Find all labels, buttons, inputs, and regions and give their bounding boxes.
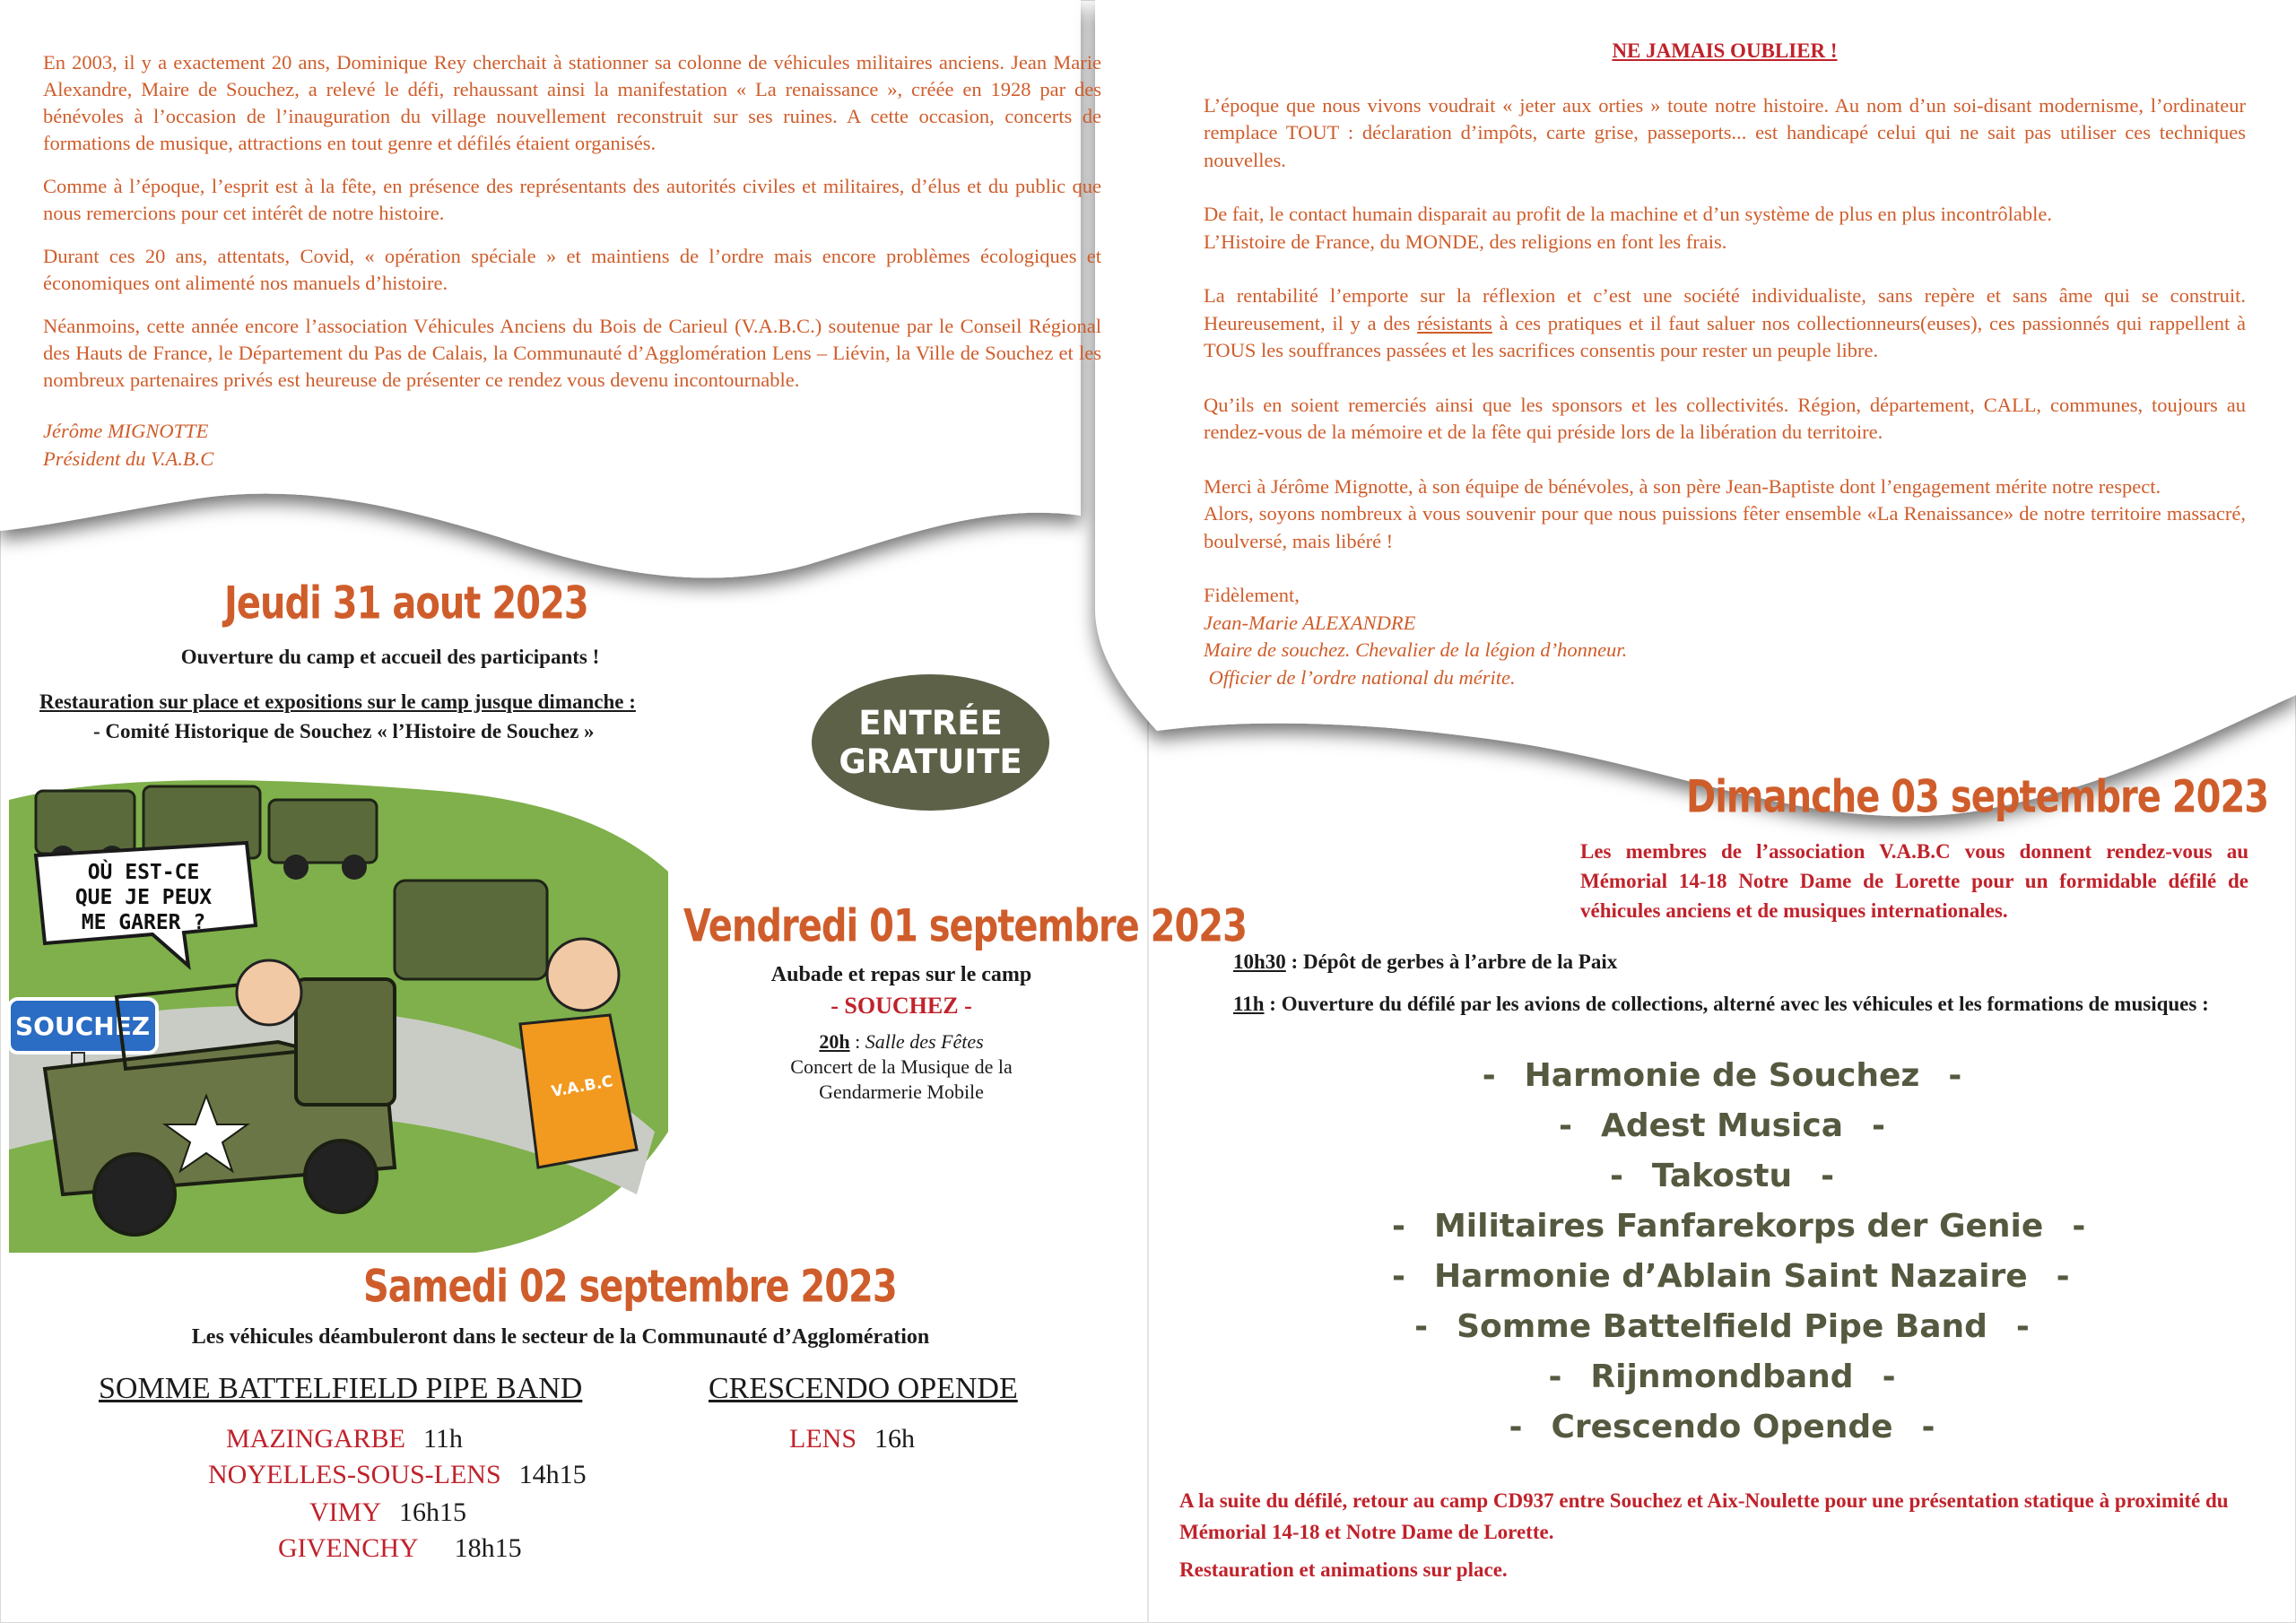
left-intro (43, 49, 1101, 473)
right-paragraph: L’époque que nous vivons voudrait « jeter aux orties » toute notre histoire. Au nom d’un soi-disant modernisme, l’ordinateur remplace TOUT : déclaration d’impôts, carte grise, passeports... est handicapé celui qui ne sait pas utiliser ces techniques nouvelles. (1204, 93, 2246, 171)
stop-town: VIMY (309, 1497, 381, 1527)
friday-line1: Aubade et repas sur le camp (770, 963, 1032, 986)
friday-concert1: Concert de la Musique de la (790, 1055, 1013, 1078)
left-signature (43, 417, 1101, 473)
stop-hour: 18h15 (454, 1533, 522, 1563)
right-paragraph: Alors, soyons nombreux à vous souvenir pour que nous puissions fêter ensemble «La Renaissance» de notre territoire massacré, boulversé, mais libéré ! (1204, 502, 2246, 552)
stop-row (208, 1460, 587, 1490)
thursday-line1: Ouverture du camp et accueil des participants ! (180, 646, 600, 668)
band-item: - Crescendo Opende - (1509, 1409, 1935, 1445)
stop-row (226, 1424, 463, 1454)
friday-title: Vendredi 01 septembre 2023 (683, 900, 1247, 952)
badge-line2: GRATUITE (839, 742, 1022, 781)
vest-man-head (547, 939, 619, 1011)
thursday-line3: - Comité Historique de Souchez « l’Histoire de Souchez » (93, 720, 595, 742)
cartoon-illustration (9, 773, 668, 1253)
stop-hour: 11h (423, 1424, 463, 1454)
stop-hour: 14h15 (518, 1460, 587, 1489)
right-paragraph: De fait, le contact humain disparait au profit de la machine et d’un système de plus en plus incontrôlable. (1204, 203, 2052, 225)
band-item: - Harmonie d’Ablain Saint Nazaire - (1392, 1258, 2070, 1295)
stop-row (789, 1424, 915, 1454)
intro-paragraph: Durant ces 20 ans, attentats, Covid, « opération spéciale » et maintiens de l’ordre mais encore problèmes écologiques et économiques ont alimenté nos manuels d’histoire. (43, 245, 1101, 294)
signature-name: Jérôme MIGNOTTE (43, 420, 209, 442)
bubble-line3: ME GARER ? (81, 911, 206, 934)
underlined-word: résistants (1417, 311, 1492, 334)
stop-town: NOYELLES-SOUS-LENS (208, 1460, 501, 1489)
stop-row (309, 1497, 466, 1528)
intro-paragraph: Néanmoins, cette année encore l’association Véhicules Anciens du Bois de Carieul (V.A.B.C.) soutenue par le Conseil Régional des Hauts de France, le Département du Pas de Calais, la Communauté d’Agglomération Lens – Liévin, la Ville de Souchez et les nombreux partenaires privés est heureuse de présenter ce rendez vous devenu incontournable. (43, 315, 1101, 391)
sign-text: SOUCHEZ (14, 1011, 151, 1041)
stop-row (278, 1533, 522, 1564)
sunday-band-list (1363, 1051, 2086, 1453)
sunday-outro2: Restauration et animations sur place. (1179, 1558, 1508, 1581)
stop-town: GIVENCHY (278, 1533, 419, 1563)
right-signature-2: Maire de souchez. Chevalier de la légion d’honneur. (1204, 638, 1628, 661)
intro-paragraph: En 2003, il y a exactement 20 ans, Dominique Rey cherchait à stationner sa colonne de véhicules militaires anciens. Jean Marie Alexandre, Maire de Souchez, a relevé le défi, rehaussant ainsi la manifestation « La renaissance », créée en 1928 par des bénévoles à l’occasion de l’inauguration du village nouvellement reconstruit sur ses ruines. A cette occasion, concerts de formations de musique, attractions en tout genre et défilés étaient organisés. (43, 51, 1101, 154)
sunday-outro1: A la suite du défilé, retour au camp CD937 entre Souchez et Aix-Noulette pour une présentation statique à proximité du Mémorial 14-18 et Notre Dame de Lorette. (1179, 1489, 2229, 1543)
sunday-title: Dimanche 03 septembre 2023 (1686, 771, 2269, 823)
friday-time-line: 20h : Salle des Fêtes (819, 1030, 984, 1053)
band-item: - Adest Musica - (1559, 1107, 1885, 1144)
saturday-band1: SOMME BATTELFIELD PIPE BAND (99, 1372, 583, 1405)
band-item: - Militaires Fanfarekorps der Genie - (1392, 1208, 2086, 1245)
stop-town: LENS (789, 1424, 857, 1454)
saturday-band2: CRESCENDO OPENDE (709, 1372, 1018, 1405)
sunday-intro: Les membres de l’association V.A.B.C vous donnent rendez-vous au Mémorial 14-18 Notre Dame de Lorette pour un formidable défilé de véhicules anciens et de musiques internationales. (1580, 840, 2248, 922)
friday-concert2: Gendarmerie Mobile (819, 1081, 984, 1103)
right-paragraph: Merci à Jérôme Mignotte, à son équipe de bénévoles, à son père Jean-Baptiste dont l’engagement mérite notre respect. (1204, 474, 2161, 498)
bubble-line2: QUE JE PEUX (74, 886, 213, 909)
bubble-line1: OÙ EST-CE (87, 861, 200, 884)
right-paragraph: Qu’ils en soient remerciés ainsi que les sponsors et les collectivités. Région, département, CALL, communes, toujours au rendez-vous de la mémoire et de la fête qui préside lors de la libération du territoire. (1204, 393, 2246, 443)
right-paragraph: La rentabilité l’emporte sur la réflexion et c’est une société individualiste, sans repère et sans âme qui se construit. Heureusement, il y a des résistants à ces pratiques et il faut saluer nos collectionneurs(euses), ces passionnés qui rappellent à TOUS les souffrances passées et les sacrifices consentis pour rester un peuple libre. (1204, 284, 2246, 361)
stop-hour: 16h15 (399, 1497, 466, 1527)
saturday-line1: Les véhicules déambuleront dans le secteur de la Communauté d’Agglomération (191, 1325, 930, 1349)
thursday-line2: Restauration sur place et expositions sur le camp jusque dimanche : (39, 690, 636, 713)
sunday-time1: 10h30 : Dépôt de gerbes à l’arbre de la Paix (1233, 950, 1618, 973)
right-signature-1: Jean-Marie ALEXANDRE (1204, 611, 1416, 634)
sunday-time2: 11h : Ouverture du défilé par les avions de collections, alterné avec les véhicules et les formations de musiques : (1233, 993, 2209, 1015)
saturday-title: Samedi 02 septembre 2023 (363, 1261, 897, 1313)
band-item: - Rijnmondband - (1548, 1358, 1896, 1395)
right-signature-3: Officier de l’ordre national du mérite. (1204, 665, 1516, 689)
driver-head (237, 960, 301, 1025)
right-intro (1204, 38, 2246, 691)
right-intro-title: NE JAMAIS OUBLIER ! (1612, 39, 1838, 62)
free-entry-badge (812, 674, 1049, 811)
band-item: - Takostu - (1609, 1158, 1835, 1194)
stop-hour: 16h (874, 1424, 915, 1454)
badge-line1: ENTRÉE (858, 704, 1003, 742)
friday-block (718, 959, 1085, 1105)
vest-text: V.A.B.C (550, 1072, 614, 1101)
intro-paragraph: Comme à l’époque, l’esprit est à la fête, en présence des représentants des autorités civiles et militaires, d’élus et du public que nous remercions pour cet intérêt de notre histoire. (43, 175, 1101, 224)
band-item: - Somme Battelfield Pipe Band - (1414, 1308, 2030, 1345)
friday-place: - SOUCHEZ - (831, 993, 972, 1019)
thursday-title: Jeudi 31 aout 2023 (224, 577, 588, 629)
signature-role: Président du V.A.B.C (43, 447, 214, 470)
stop-town: MAZINGARBE (226, 1424, 405, 1454)
closing: Fidèlement, (1204, 584, 1300, 606)
right-paragraph: L’Histoire de France, du MONDE, des religions en font les frais. (1204, 230, 1727, 253)
band-item: - Harmonie de Souchez - (1482, 1057, 1962, 1094)
